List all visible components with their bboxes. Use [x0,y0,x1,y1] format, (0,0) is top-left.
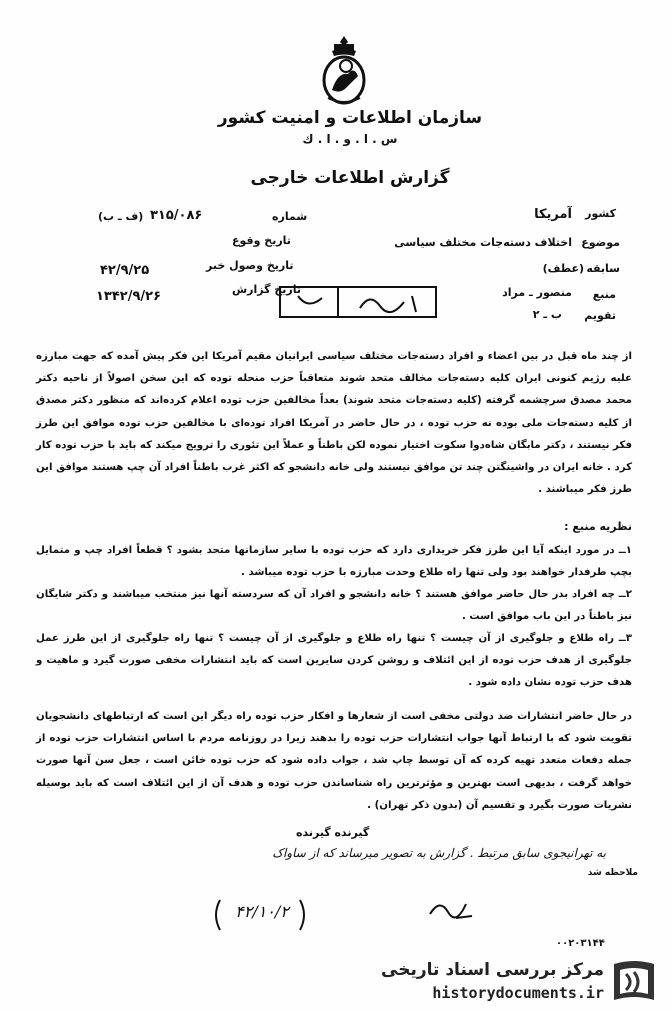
country-label: کشور [585,207,616,220]
date-receipt-value: ۴۲/۹/۲۵ [100,263,150,278]
rating-value: ب ـ ۲ [532,308,562,321]
handwritten-label: ملاحظه شد [587,868,638,878]
opinion-item-1: ۱ــ در مورد اینکه آیا این طرز فکر خریداری دارد که حزب توده با سایر سازمانها متحد بشود ؟ قطعاً افراد چپ و متمایل بچپ طرفدار خواهند بود ولی تنها راه طلاع وحدت مبارزه با حزب توده میباشد . [36,545,632,579]
date-receipt-label: تاریخ وصول خبر [206,259,294,272]
stamp-box [278,284,438,320]
opinion-item-3: ۳ــ راه طلاع و جلوگیری از آن چیست ؟ تنها راه طلاع و جلوگیری از آن چیست ؟ تنها راه جلوگیری از این طرز عمل جلوگیری از هدف حزب توده از این ائتلاف و روشن کردن سایرین است که باید انتشارات مخفی صورت گیرد و ماهیت و هدف حزب توده نشان داده شود . [36,633,632,689]
handwritten-date: ۴۲/۱۰/۲ [235,902,289,921]
rating-label: تقویم [584,309,616,322]
history-documents-logo-icon [606,956,662,1008]
date-report-label: تاریخ گزارش [232,283,302,296]
record-value: (عطف) [542,262,584,275]
report-paragraph-2: در حال حاضر انتشارات ضد دولتی مخفی است از شعارها و افکار حزب توده راه دیگر این است که ارتباطهای دانشجویان تقویت شود که با ارتباط آنها جواب انتشارات حزب توده را بدهند زیرا در روزنامه مردم با اساس انتشارات حزب توده از جمله دفعات متعدد تهیه کرده که آن توسط چاپ شد ، جواب داده شود که حزب توده خائن است ، جعل سن آنها صورت خواهد گرفت ، بدیهی است بهترین و مؤثرترین راه شناساندن حزب توده و هدف آن از این ائتلاف است که باید بوسیله نشریات صورت بگیرد و تقسیم آن (بدون ذکر تهران) . [36,711,632,811]
date-report-value: ۱۳۴۲/۹/۲۶ [96,289,162,304]
document-code: ۰۰۲۰۳۱۴۴ [556,938,605,949]
crown-lion-emblem-icon [318,32,370,110]
signature-mark [426,894,476,924]
opinion-label: نظریه منبع : [564,520,632,533]
reporter-label: گیرنده گیرنده [296,826,370,839]
subject-label: موضوع [581,236,620,249]
report-title: گزارش اطلاعات خارجی [250,168,450,188]
handwritten-note: به تهرانیجوی سابق مرتبط . گزارش به تصویر میرساند که از ساواک [272,846,606,860]
opinion-item-2: ۲ــ چه افراد بدر حال حاضر موافق هستند ؟ خانه دانشجو و افراد آن که سردسته آنها نیز منتخب میباشند و دکتر شایگان نیز باطناً در این باب موافق است . [36,589,632,623]
number-label: شماره [272,210,308,223]
organization-title: سازمان اطلاعات و امنیت کشور [217,108,483,128]
report-paragraph-1: از چند ماه قبل در بین اعضاء و افراد دسته‌جات مختلف سیاسی ایرانیان مقیم آمریکا این فکر پیش آمده که جهت مبارزه علیه رژیم کنونی ایران کلیه دسته‌جات مخالف متحد شوند متعاقباً حزب منحله توده که این سخن اصولاً از ناحیه دکتر محمد مصدق سرچشمه گرفته (کلیه دسته‌جات متحد شوند) بعداً مخالفین حزب توده اعلام کرده‌اند که منظور دکتر مصدق از کلیه دسته‌جات ملی بوده نه حزب توده ، در حال حاضر در آمریکا افراد توده‌ای با مخالفین حزب توده موافق این طرز فکر نیستند ، دکتر مابگان شاه‌دوا سکوت اختیار نموده لکن باطناً و عملاً این تئوری را ترویج میکند که باید با حزب توده کار کرد . خانه ایران در واشینگتن چند تن موافق نیستند ولی خانه دانشجو که اکثر غرب باطناً افراد آن چپ هستند موافق این طرز فکر میباشند . [36,351,632,496]
organization-code: س . ا . و . ا . ك [302,132,398,146]
date-event-label: تاریخ وقوع [232,234,291,247]
footer-site-url: historydocuments.ir [432,984,604,1002]
number-suffix: (ف ـ ب) [98,210,144,223]
source-value: منصور ـ مراد [502,286,572,299]
number-value: ۳۱۵/۰۸۶ [150,208,203,223]
footer-site-name: مرکز بررسی اسناد تاریخی [381,960,604,980]
record-label: سابقه [586,262,620,275]
country-value: آمریکا [534,207,572,222]
source-label: منبع [592,288,616,301]
subject-value: اختلاف دسته‌جات مختلف سیاسی [394,236,572,249]
